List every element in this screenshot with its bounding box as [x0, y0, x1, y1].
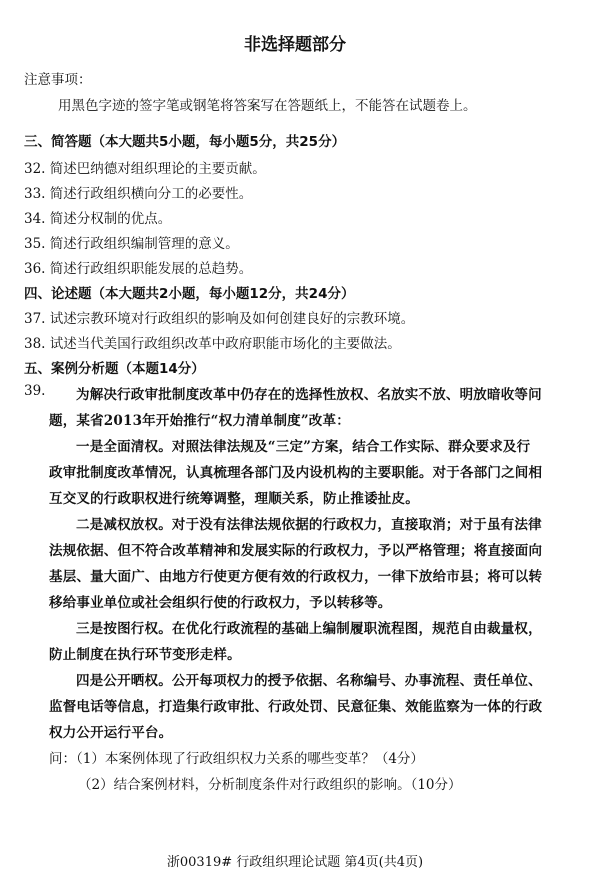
case-line: 防止制度在执行环节变形走样。 [49, 647, 241, 663]
case-line: 移给事业单位或社会组织行使的行政权力，予以转移等。 [49, 595, 392, 611]
question-38: 38. 试述当代美国行政组织改革中政府职能市场化的主要做法。 [24, 336, 401, 352]
question-35: 35. 简述行政组织编制管理的意义。 [24, 236, 239, 252]
case-line: 二是减权放权。对于没有法律法规依据的行政权力，直接取消；对于虽有法律 [76, 517, 542, 533]
case-line: 基层、量大面广、由地方行使更方便有效的行政权力，一律下放给市县；将可以转 [49, 569, 543, 585]
case-line: 权力公开运行平台。 [49, 725, 173, 741]
question-37: 37. 试述宗教环境对行政组织的影响及如何创建良好的宗教环境。 [24, 311, 415, 327]
case-number: 39. [24, 383, 46, 399]
section-heading-short-answer: 三、简答题（本大题共5小题，每小题5分，共25分） [24, 134, 346, 150]
case-line: 四是公开晒权。公开每项权力的授予依据、名称编号、办事流程、责任单位、 [76, 673, 542, 689]
case-line: 互交叉的行政职权进行统筹调整，理顺关系，防止推诿扯皮。 [49, 491, 419, 507]
case-line: 三是按图行权。在优化行政流程的基础上编制履职流程图，规范自由裁量权， [76, 621, 542, 637]
case-line: 监督电话等信息，打造集行政审批、行政处罚、民意征集、效能监察为一体的行政 [49, 699, 543, 715]
case-line: 一是全面清权。对照法律法规及“三定”方案，结合工作实际、群众要求及行 [76, 439, 531, 455]
page-footer: 浙00319# 行政组织理论试题 第4页(共4页) [166, 855, 424, 870]
page-title: 非选择题部分 [244, 35, 346, 55]
question-33: 33. 简述行政组织横向分工的必要性。 [24, 186, 253, 202]
notice-label: 注意事项： [24, 72, 92, 88]
question-34: 34. 简述分权制的优点。 [24, 211, 172, 227]
case-question-1: 问：（1）本案例体现了行政组织权力关系的哪些变革？（4分） [49, 751, 424, 767]
case-line: 题，某省2013年开始推行“权力清单制度”改革： [49, 413, 350, 429]
case-line: 为解决行政审批制度改革中仍存在的选择性放权、名放实不放、明放暗收等问 [76, 387, 542, 403]
section-heading-case: 五、案例分析题（本题14分） [24, 361, 205, 377]
question-32: 32. 简述巴纳德对组织理论的主要贡献。 [24, 161, 266, 177]
case-question-2: （2）结合案例材料，分析制度条件对行政组织的影响。（10分） [78, 777, 462, 793]
question-36: 36. 简述行政组织职能发展的总趋势。 [24, 261, 253, 277]
case-line: 政审批制度改革情况，认真梳理各部门及内设机构的主要职能。对于各部门之间相 [49, 465, 543, 481]
section-heading-essay: 四、论述题（本大题共2小题，每小题12分，共24分） [24, 286, 355, 302]
notice-text: 用黑色字迹的签字笔或钢笔将答案写在答题纸上，不能答在试题卷上。 [58, 98, 477, 114]
case-line: 法规依据、但不符合改革精神和发展实际的行政权力，予以严格管理；将直接面向 [49, 543, 543, 559]
